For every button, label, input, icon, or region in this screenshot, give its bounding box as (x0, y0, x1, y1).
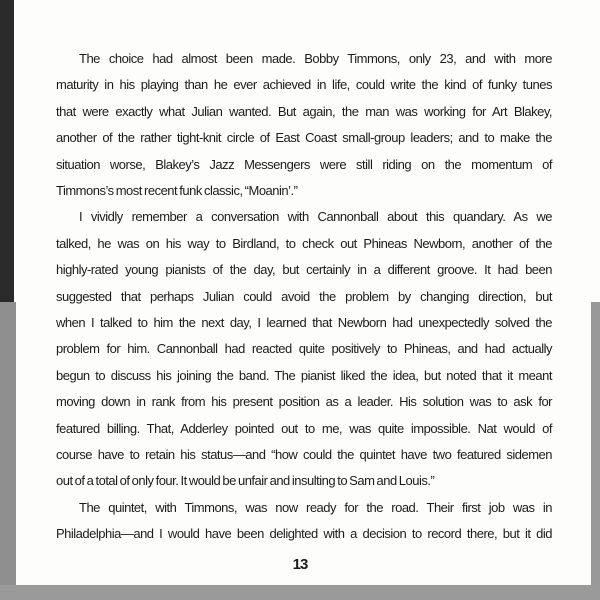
text-line: talked, he was on his way to Birdland, to check out Phineas Newborn, another of the (56, 236, 552, 251)
text-line: moving down in rank from his present position as a leader. His solution was to ask for (56, 394, 552, 409)
page-edge-gray-bottom (0, 585, 600, 600)
text-line: The choice had almost been made. Bobby Timmons, only 23, and with more (79, 51, 552, 66)
text-line: suggested that perhaps Julian could avoid the problem by changing direction, but (56, 289, 552, 304)
text-line: course have to retain his status—and “how could the quintet have two featured sidemen (56, 447, 552, 462)
text-line: another of the rather tight-knit circle of East Coast small-group leaders; and to make the (56, 130, 552, 145)
text-line: featured billing. That, Adderley pointed out to me, was quite impossible. Nat would of (56, 421, 552, 436)
text-line: situation worse, Blakey’s Jazz Messengers were still riding on the momentum of (56, 157, 552, 172)
text-line: I vividly remember a conversation with Cannonball about this quandary. As we (79, 209, 552, 224)
text-line: out of a total of only four. It would be unfair and insulting to Sam and Louis.” (56, 473, 435, 488)
text-line: that were exactly what Julian wanted. But again, the man was working for Art Blakey, (56, 104, 552, 119)
text-line: begun to discuss his joining the band. The pianist liked the idea, but noted that it meant (56, 368, 552, 383)
page-number: 13 (292, 556, 308, 573)
page-edge-gray-left (0, 302, 16, 600)
page-edge-shadow-left (0, 0, 14, 302)
text-line: The quintet, with Timmons, was now ready for the road. Their first job was in (79, 500, 552, 515)
text-line: highly-rated young pianists of the day, but certainly in a different groove. It had been (56, 262, 552, 277)
page-edge-gray-right (591, 302, 600, 585)
text-line: maturity in his playing than he ever achieved in life, could write the kind of funky tunes (56, 77, 552, 92)
text-line: Philadelphia—and I would have been delighted with a decision to record there, but it did (56, 526, 552, 541)
text-line: problem for him. Cannonball had reacted quite positively to Phineas, and had actually (56, 341, 552, 356)
text-line: when I talked to him the next day, I learned that Newborn had unexpectedly solved the (56, 315, 552, 330)
text-line: Timmons’s most recent funk classic, “Moanin’.” (56, 183, 298, 198)
